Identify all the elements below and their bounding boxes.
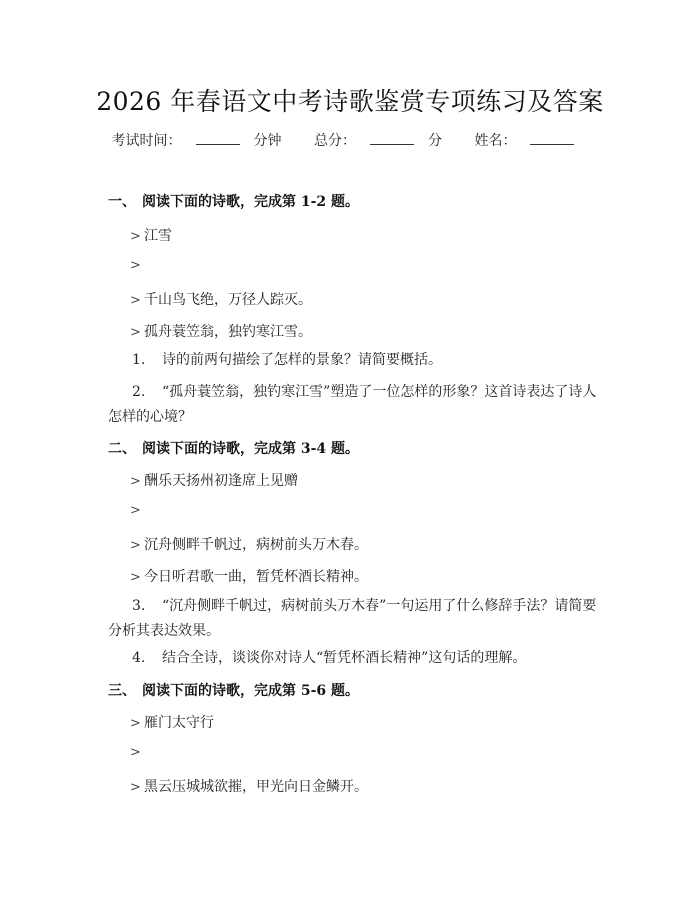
poem-line: > 黑云压城城欲摧，甲光向日金鳞开。: [130, 779, 368, 795]
poem-line: > 千山鸟飞绝，万径人踪灭。: [130, 292, 312, 308]
quote-marker-icon: >: [130, 474, 141, 489]
section-heading-1: 一、 阅读下面的诗歌，完成第 1-2 题。: [108, 194, 360, 210]
poem-line: > 雁门太守行: [130, 715, 214, 731]
name-field: 姓名：: [474, 133, 588, 149]
quote-marker-icon: >: [130, 503, 141, 518]
time-blank[interactable]: [196, 132, 240, 145]
quote-marker-icon: >: [130, 325, 141, 340]
quote-marker-icon: >: [130, 293, 141, 308]
quote-marker-icon: >: [130, 229, 141, 244]
poem-line: [130, 502, 144, 518]
quote-marker-icon: >: [130, 745, 141, 760]
score-blank[interactable]: [370, 132, 414, 145]
question-3: 3. “沉舟侧畔千帆过，病树前头万木春”一句运用了什么修辞手法？请简要分析其表达效果。: [108, 598, 597, 639]
question-1: 1. 诗的前两句描绘了怎样的景象？请简要概括。: [132, 352, 442, 368]
quote-marker-icon: >: [130, 716, 141, 731]
quote-marker-icon: >: [130, 570, 141, 585]
page-title: 2026 年春语文中考诗歌鉴赏专项练习及答案: [96, 87, 604, 116]
quote-marker-icon: >: [130, 258, 141, 273]
exam-meta: [0, 130, 700, 150]
section-heading-2: 二、 阅读下面的诗歌，完成第 3-4 题。: [108, 441, 360, 457]
poem-line: > 江雪: [130, 228, 172, 244]
question-2: 2. “孤舟蓑笠翁，独钓寒江雪”塑造了一位怎样的形象？这首诗表达了诗人怎样的心境？: [108, 384, 597, 425]
poem-line: [130, 744, 144, 760]
question-4: 4. 结合全诗，谈谈你对诗人“暂凭杯酒长精神”这句话的理解。: [132, 650, 527, 666]
name-blank[interactable]: [530, 132, 574, 145]
score-field: 总分： 分: [314, 133, 442, 149]
section-heading-3: 三、 阅读下面的诗歌，完成第 5-6 题。: [108, 683, 360, 699]
time-field: 考试时间： 分钟: [111, 133, 282, 149]
poem-line: > 沉舟侧畔千帆过，病树前头万木春。: [130, 537, 368, 553]
poem-line: > 孤舟蓑笠翁，独钓寒江雪。: [130, 324, 312, 340]
poem-line: > 酬乐天扬州初逢席上见赠: [130, 473, 298, 489]
quote-marker-icon: >: [130, 780, 141, 795]
quote-marker-icon: >: [130, 538, 141, 553]
poem-line: [130, 257, 144, 273]
poem-line: > 今日听君歌一曲，暂凭杯酒长精神。: [130, 569, 368, 585]
